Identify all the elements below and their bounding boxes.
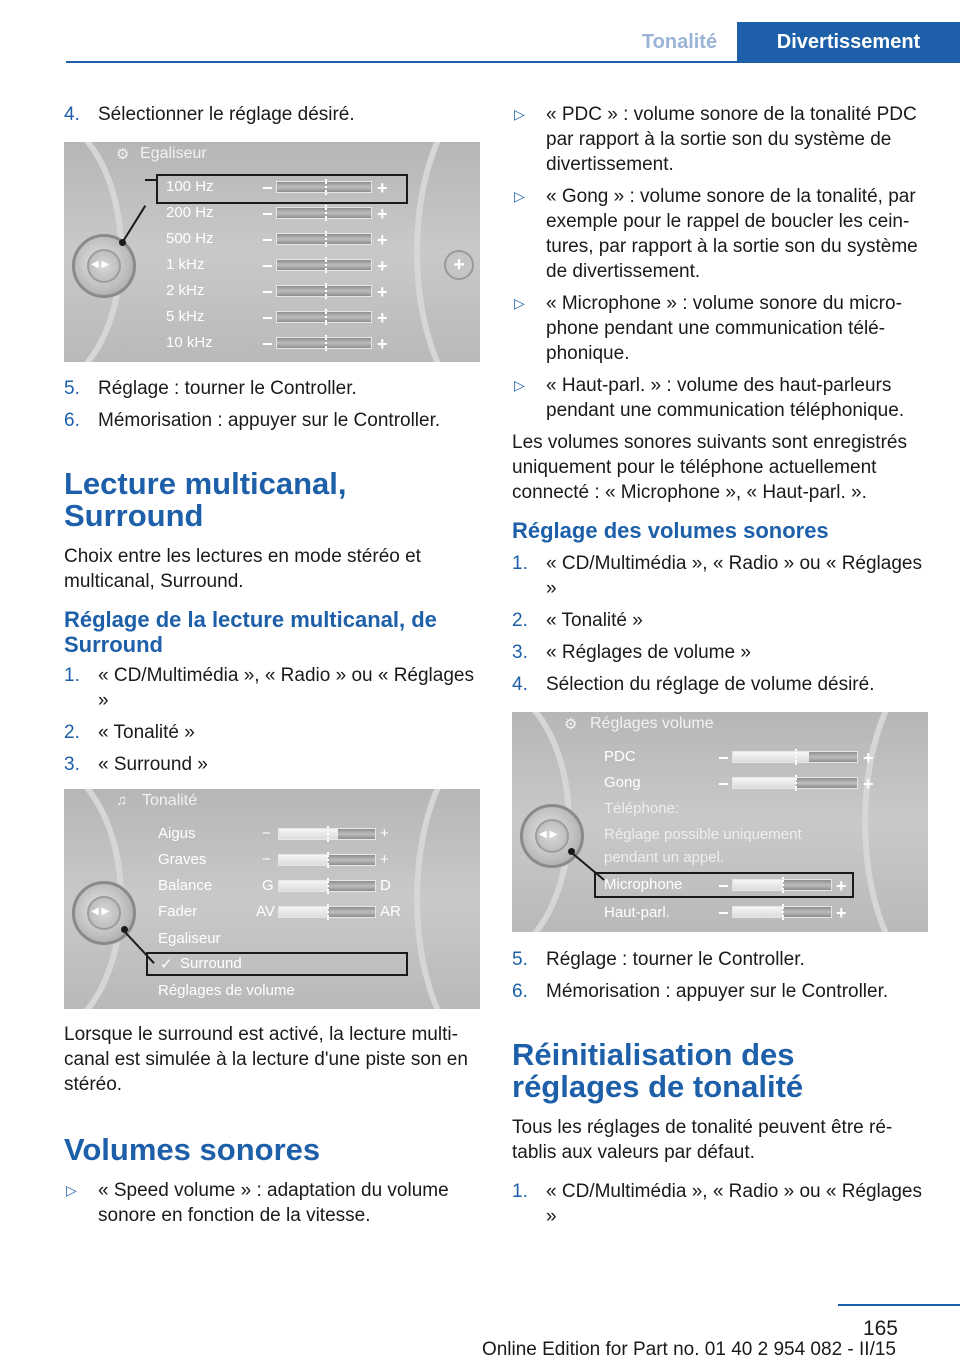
tone-slider-bar	[278, 906, 376, 918]
tone-right-label: +	[380, 851, 389, 868]
eq-slider-bar	[276, 233, 372, 245]
paragraph-surround: Choix entre les lectures en mode stéréo et multicanal, Surround.	[64, 546, 421, 592]
row-label-hautparl: Haut-parl.	[604, 904, 670, 921]
volume-steps	[512, 551, 930, 697]
minus-icon: −	[262, 282, 273, 302]
left-column	[64, 102, 482, 1235]
minus-icon: −	[718, 774, 729, 794]
minus-icon: −	[262, 178, 273, 198]
page-number: 165	[862, 1317, 898, 1340]
volume-controller-steps	[512, 947, 930, 1004]
menu-item-reglages-volume: Réglages de volume	[158, 982, 295, 999]
list-item: 1. « CD/Multimédia », « Radio » ou « Réglages »	[512, 1181, 922, 1227]
right-column	[512, 102, 930, 1236]
plus-icon: +	[377, 204, 388, 224]
eq-slider-bar	[276, 285, 372, 297]
bullet-icon: ▷	[514, 106, 525, 122]
right-arc	[862, 712, 928, 932]
right-arc	[414, 789, 480, 1009]
volume-bar-gong	[732, 777, 858, 789]
minus-icon: −	[262, 308, 273, 328]
eq-slider-bar	[276, 181, 372, 193]
heading-reset: Réinitialisation des réglages de tonalité	[512, 1037, 804, 1104]
eq-row-label: 200 Hz	[166, 204, 214, 221]
arrows-icon: ◀ ▶	[539, 829, 558, 840]
arrows-icon: ◀ ▶	[91, 259, 110, 270]
tone-right-label: D	[380, 877, 391, 894]
heading-reglage-volumes: Réglage des volumes sonores	[512, 518, 829, 543]
tone-right-label: +	[380, 825, 389, 842]
bullet-icon: ▷	[66, 1182, 77, 1198]
tone-left-label: −	[262, 825, 271, 842]
eq-title: Egaliseur	[140, 145, 207, 162]
tone-row-label: Graves	[158, 851, 207, 868]
note-line-2: pendant un appel.	[604, 849, 725, 866]
tone-slider-bar	[278, 854, 376, 866]
tone-left-label: G	[262, 877, 274, 894]
bullet-icon: ▷	[514, 188, 525, 204]
row-label-pdc: PDC	[604, 748, 636, 765]
equalizer-screenshot	[64, 142, 480, 362]
heading-volumes: Volumes sonores	[64, 1132, 321, 1167]
minus-icon: −	[718, 876, 729, 896]
header-section-tonalite: Tonalité	[641, 31, 718, 53]
list-item: 3. « Réglages de volume »	[512, 642, 751, 663]
volume-bar-hautparl	[732, 906, 832, 918]
arrows-icon: ◀ ▶	[91, 906, 110, 917]
settings-icon: ⚙	[116, 146, 130, 163]
minus-icon: −	[262, 230, 273, 250]
right-arc	[414, 142, 480, 362]
list-item: ▷ « Gong » : volume sonore de la tonalité, par exemple pour le rappel de boucler les ceintures, par rapport à la sortie son du système de divertissement.	[514, 186, 918, 282]
tonalite-screenshot	[64, 789, 480, 1009]
list-item: ▷ « Haut-parl. » : volume des haut-parleurs pendant une communication téléphonique.	[514, 375, 905, 421]
tone-left-label: −	[262, 851, 271, 868]
volume-bar-microphone	[732, 879, 832, 891]
menu-item-egaliseur: Egaliseur	[158, 930, 221, 947]
reset-steps	[512, 1179, 930, 1229]
header-section-divertissement: Divertissement	[737, 22, 960, 62]
music-note-icon: ♫	[116, 792, 128, 809]
list-item: 2. « Tonalité »	[64, 722, 195, 743]
heading-surround: Lecture multicanal, Surround	[64, 466, 347, 533]
edition-text: Online Edition for Part no. 01 40 2 954 082 - II/15	[481, 1339, 896, 1360]
note-line-1: Réglage possible uniquement	[604, 826, 802, 843]
pointer-line	[121, 205, 146, 243]
eq-row-label: 1 kHz	[166, 256, 205, 273]
reglages-volume-screenshot	[512, 712, 928, 932]
heading-reglage-surround: Réglage de la lecture multicanal, de Surround	[64, 607, 437, 657]
tone-right-label: AR	[380, 903, 401, 920]
bullet-icon: ▷	[514, 377, 525, 393]
volume-title: Réglages volume	[590, 715, 714, 732]
list-item: 2. « Tonalité »	[512, 610, 643, 631]
eq-slider-bar	[276, 337, 372, 349]
tone-row-label: Balance	[158, 877, 213, 894]
list-item: 4. Sélectionner le réglage désiré.	[64, 104, 355, 125]
eq-row-label: 5 kHz	[166, 308, 205, 325]
list-item: 1. « CD/Multimédia », « Radio » ou « Réglages »	[512, 553, 922, 599]
header-rule	[66, 61, 960, 63]
eq-row-label: 10 kHz	[166, 334, 213, 351]
list-item: ▷ « PDC » : volume sonore de la tonalité PDC par rapport à la sortie son du système de divertissement.	[514, 104, 917, 175]
tone-row-label: Fader	[158, 903, 198, 920]
menu-item-surround: Surround	[180, 955, 242, 972]
eq-row-label: 2 kHz	[166, 282, 205, 299]
step-list-controller	[64, 376, 482, 433]
plus-icon: +	[377, 308, 388, 328]
tone-row-label: Aigus	[158, 825, 196, 842]
minus-icon: −	[262, 256, 273, 276]
plus-button-icon: +	[444, 250, 474, 280]
list-item: 6. Mémorisation : appuyer sur le Controller.	[512, 981, 889, 1002]
plus-icon: +	[836, 903, 847, 923]
tone-left-label: AV	[256, 903, 275, 920]
minus-icon: −	[262, 334, 273, 354]
bullet-icon: ▷	[514, 295, 525, 311]
list-item: ▷ « Speed volume » : adaptation du volume sonore en fonction de la vitesse.	[66, 1180, 449, 1226]
plus-icon: +	[377, 178, 388, 198]
plus-icon: +	[863, 774, 874, 794]
check-icon: ✓	[160, 956, 173, 973]
volume-bullets-right	[512, 102, 930, 423]
minus-icon: −	[262, 204, 273, 224]
footer-rule	[838, 1304, 960, 1306]
list-item: 6. Mémorisation : appuyer sur le Controller.	[64, 410, 441, 431]
tone-slider-bar	[278, 880, 376, 892]
list-item: 5. Réglage : tourner le Controller.	[512, 949, 805, 970]
volume-bullets-left	[64, 1178, 482, 1228]
plus-icon: +	[377, 334, 388, 354]
plus-icon: +	[377, 230, 388, 250]
settings-icon: ⚙	[564, 716, 578, 733]
eq-slider-bar	[276, 207, 372, 219]
label-telephone: Téléphone:	[604, 800, 680, 817]
row-label-gong: Gong	[604, 774, 641, 791]
list-item: 3. « Surround »	[64, 754, 208, 775]
eq-row-label: 100 Hz	[166, 178, 214, 195]
step-list-eq	[64, 102, 482, 127]
paragraph-reset: Tous les réglages de tonalité peuvent être rétablis aux valeurs par défaut.	[512, 1117, 893, 1163]
eq-row-label: 500 Hz	[166, 230, 214, 247]
tone-slider-bar	[278, 828, 376, 840]
paragraph-surround-note: Lorsque le surround est activé, la lecture multicanal est simulée à la lecture d'une piste son en stéréo.	[64, 1024, 468, 1095]
plus-icon: +	[836, 876, 847, 896]
eq-slider-bar	[276, 259, 372, 271]
controller-knob-icon	[520, 804, 584, 868]
plus-icon: +	[863, 748, 874, 768]
surround-steps	[64, 663, 482, 777]
eq-slider-bar	[276, 311, 372, 323]
pointer-dot	[119, 239, 126, 246]
plus-icon: +	[377, 256, 388, 276]
row-label-microphone: Microphone	[604, 876, 683, 893]
paragraph-saved: Les volumes sonores suivants sont enregistrés uniquement pour le téléphone actuellement connecté : « Microphone », « Haut-parl. ».	[512, 432, 907, 503]
list-item: ▷ « Microphone » : volume sonore du microphone pendant une communication téléphonique.	[514, 293, 902, 364]
tonalite-title: Tonalité	[142, 792, 198, 809]
list-item: 4. Sélection du réglage de volume désiré.	[512, 674, 875, 695]
minus-icon: −	[718, 903, 729, 923]
list-item: 1. « CD/Multimédia », « Radio » ou « Réglages »	[64, 665, 474, 711]
volume-bar-pdc	[732, 751, 858, 763]
minus-icon: −	[718, 748, 729, 768]
list-item: 5. Réglage : tourner le Controller.	[64, 378, 357, 399]
plus-icon: +	[377, 282, 388, 302]
controller-knob-icon	[72, 234, 136, 298]
